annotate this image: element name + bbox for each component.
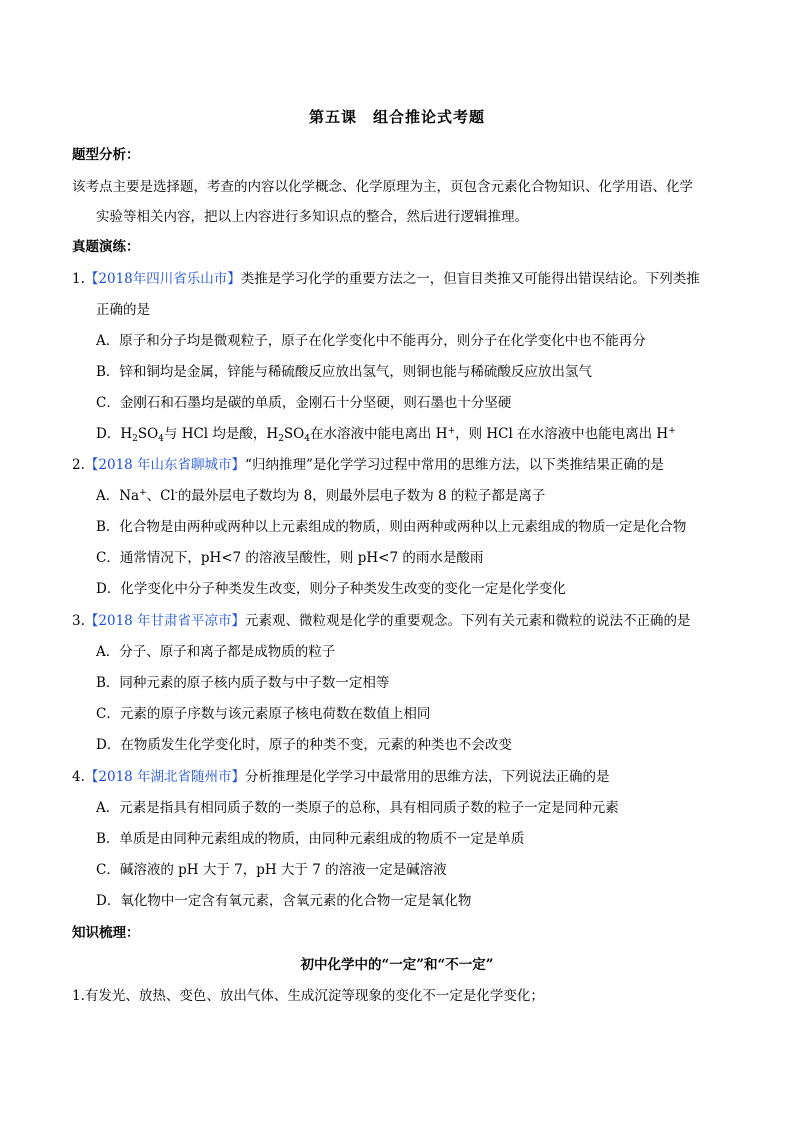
subscript: 2 xyxy=(278,434,284,444)
subscript: 4 xyxy=(304,434,310,444)
analysis-text-line2: 实验等相关内容，把以上内容进行多知识点的整合，然后进行逻辑推理。 xyxy=(96,209,528,225)
superscript: + xyxy=(447,426,456,436)
text-segment: SO xyxy=(137,426,159,442)
question-1-option-b: B．锌和铜均是金属，锌能与稀硫酸反应放出氢气，则铜也能与稀硫酸反应放出氢气 xyxy=(96,364,592,380)
question-1-stem-cont: 正确的是 xyxy=(96,302,150,318)
question-1-option-a: A．原子和分子均是微观粒子，原子在化学变化中不能再分，则分子在化学变化中也不能再分 xyxy=(96,333,646,349)
text-segment: 的最外层电子数均为 8，则最外层电子数为 8 的粒子都是离子 xyxy=(177,488,546,504)
question-4-option-d: D．氧化物中一定含有氧元素，含氧元素的化合物一定是氧化物 xyxy=(96,893,472,909)
question-text: “归纳推理”是化学学习过程中常用的思维方法，以下类推结果正确的是 xyxy=(245,457,664,473)
question-number: 4. xyxy=(72,769,85,785)
source-tag: 【2018 年湖北省随州市】 xyxy=(84,769,246,785)
analysis-text-line1: 该考点主要是选择题，考查的内容以化学概念、化学原理为主，页包含元素化合物知识、化学用语、化学 xyxy=(72,179,693,195)
question-3-option-d: D．在物质发生化学变化时，原子的种类不变，元素的种类也不会改变 xyxy=(96,737,512,753)
text-segment: A．Na xyxy=(96,488,140,504)
text-segment: D．H xyxy=(96,426,133,442)
question-3-stem xyxy=(72,612,691,630)
text-segment: 在水溶液中能电离出 H xyxy=(309,426,448,442)
source-tag: 【2018 年山东省聊城市】 xyxy=(84,457,246,473)
question-number: 1. xyxy=(72,271,85,287)
text-segment: 与 HCl 均是酸，H xyxy=(163,426,279,442)
question-4-option-a: A．元素是指具有相同质子数的一类原子的总称，具有相同质子数的粒子一定是同种元素 xyxy=(96,800,619,816)
question-number: 2. xyxy=(72,457,85,473)
question-1-stem xyxy=(72,270,700,288)
superscript: - xyxy=(174,488,178,498)
analysis-heading: 题型分析： xyxy=(72,147,140,163)
text-segment: SO xyxy=(283,426,305,442)
superscript: + xyxy=(139,488,147,498)
text-segment: ，则 HCl 在水溶液中也能电离出 H xyxy=(455,426,669,442)
question-2-option-b: B．化合物是由两种或两种以上元素组成的物质，则由两种或两种以上元素组成的物质一定是化合物 xyxy=(96,519,687,535)
question-4-option-b: B．单质是由同种元素组成的物质，由同种元素组成的物质不一定是单质 xyxy=(96,831,525,847)
question-2-option-c: C．通常情况下，pH<7 的溶液呈酸性，则 pH<7 的雨水是酸雨 xyxy=(96,550,484,566)
question-2-option-d: D．化学变化中分子种类发生改变，则分子种类发生改变的变化一定是化学变化 xyxy=(96,581,566,597)
source-tag: 【2018年四川省乐山市】 xyxy=(84,271,241,287)
subscript: 4 xyxy=(158,434,164,444)
question-3-option-b: B．同种元素的原子核内质子数与中子数一定相等 xyxy=(96,675,390,691)
practice-heading: 真题演练： xyxy=(72,239,140,255)
question-2-stem xyxy=(72,456,664,474)
question-2-option-a xyxy=(96,487,545,505)
knowledge-item-1: 1.有发光、放热、变色、放出气体、生成沉淀等现象的变化不一定是化学变化； xyxy=(72,988,544,1004)
question-1-option-d xyxy=(96,425,676,443)
text-segment: 、Cl xyxy=(146,488,175,504)
question-3-option-c: C．元素的原子序数与该元素原子核电荷数在数值上相同 xyxy=(96,706,431,722)
subscript: 2 xyxy=(132,434,138,444)
question-4-option-c: C．碱溶液的 pH 大于 7，pH 大于 7 的溶液一定是碱溶液 xyxy=(96,862,447,878)
source-tag: 【2018 年甘肃省平凉市】 xyxy=(84,613,246,629)
knowledge-heading: 知识梳理： xyxy=(72,925,140,941)
question-text: 类推是学习化学的重要方法之一，但盲目类推又可能得出错误结论。下列类推 xyxy=(240,271,700,287)
question-text: 元素观、微粒观是化学的重要观念。下列有关元素和微粒的说法不正确的是 xyxy=(245,613,691,629)
question-3-option-a: A．分子、原子和离子都是成物质的粒子 xyxy=(96,644,336,660)
knowledge-subtitle: 初中化学中的“一定”和“不一定” xyxy=(300,957,494,973)
page-title: 第五课 组合推论式考题 xyxy=(308,108,485,126)
question-text: 分析推理是化学学习中最常用的思维方法，下列说法正确的是 xyxy=(245,769,610,785)
question-number: 3. xyxy=(72,613,85,629)
question-4-stem xyxy=(72,768,610,786)
superscript: + xyxy=(668,426,676,436)
question-1-option-c: C．金刚石和石墨均是碳的单质，金刚石十分坚硬，则石墨也十分坚硬 xyxy=(96,395,512,411)
